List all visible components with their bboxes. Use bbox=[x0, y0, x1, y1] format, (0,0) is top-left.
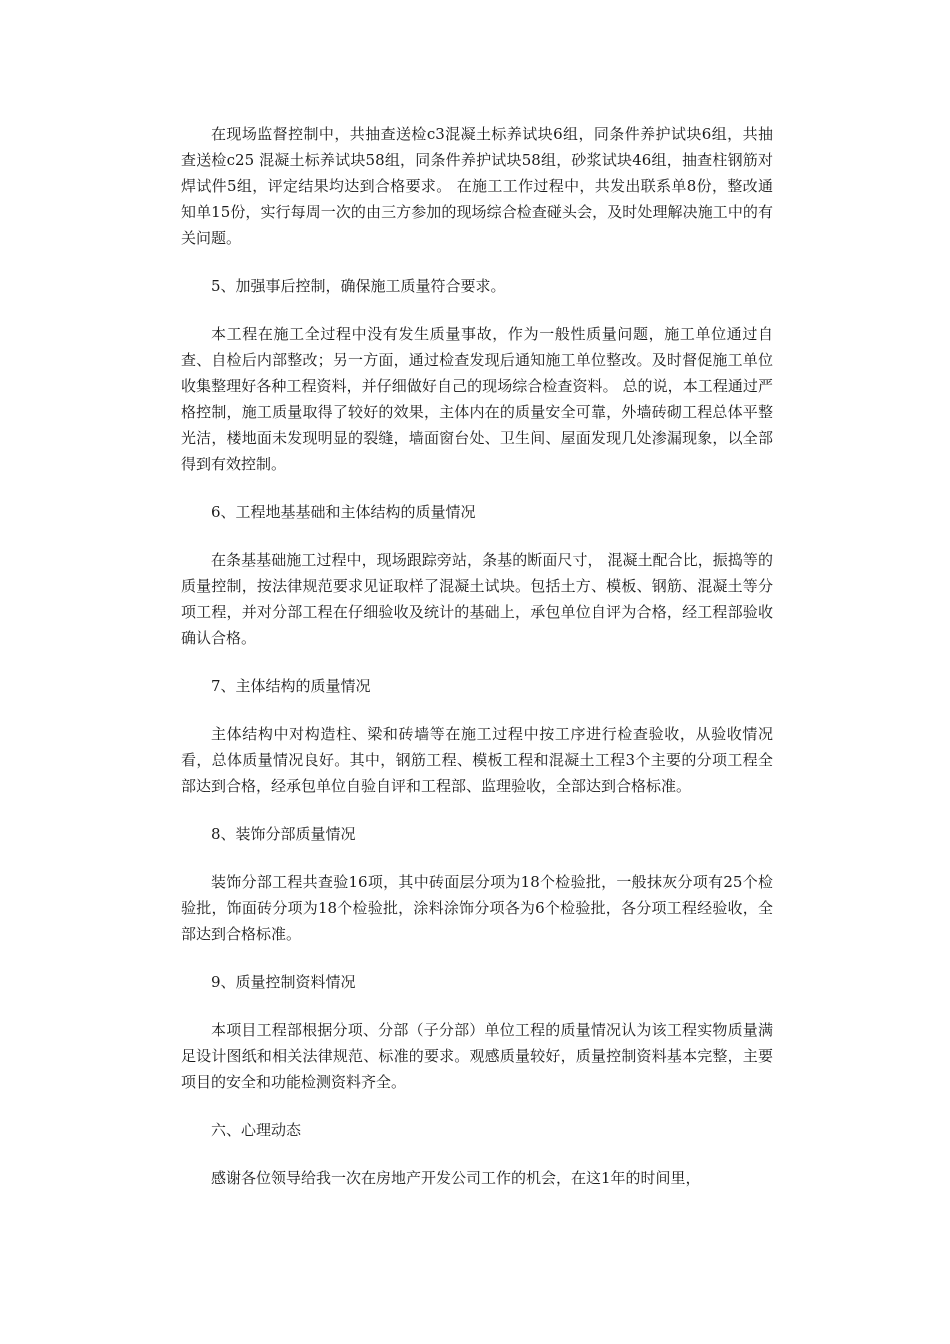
heading-quality-data: 9、质量控制资料情况 bbox=[211, 973, 356, 991]
paragraph-supervision-control: 在现场监督控制中，共抽查送检c3混凝土标养试块6组，同条件养护试块6组，共抽查送检c25 混凝土标养试块58组，同条件养护试块58组，砂浆试块46组，抽查柱钢筋对焊试件5组，评定结果均达到合格要求。 在施工工作过程中，共发出联系单8份，整改通知单15份，实行每周一次的由三方参加的现场综合检查碰头会，及时处理解决施工中的有关问题。 bbox=[181, 125, 773, 247]
heading-foundation-structure: 6、工程地基基础和主体结构的质量情况 bbox=[211, 503, 476, 521]
paragraph-quality-accidents: 本工程在施工全过程中没有发生质量事故，作为一般性质量问题，施工单位通过自查、自检后内部整改；另一方面，通过检查发现后通知施工单位整改。及时督促施工单位收集整理好各种工程资料，并仔细做好自己的现场综合检查资料。 总的说，本工程通过严格控制，施工质量取得了较好的效果，主体内在的质量安全可靠，外墙砖砌工程总体平整光洁，楼地面未发现明显的裂缝，墙面窗台处、卫生间、屋面发现几处渗漏现象，以全部得到有效控制。 bbox=[181, 325, 773, 473]
heading-post-control: 5、加强事后控制，确保施工质量符合要求。 bbox=[211, 277, 506, 295]
heading-mindset: 六、心理动态 bbox=[211, 1121, 302, 1139]
paragraph-thanks: 感谢各位领导给我一次在房地产开发公司工作的机会，在这1年的时间里， bbox=[211, 1169, 701, 1187]
paragraph-decoration: 装饰分部工程共查验16项，其中砖面层分项为18个检验批，一般抹灰分项有25个检验批，饰面砖分项为18个检验批，涂料涂饰分项各为6个检验批，各分项工程经验收，全部达到合格标准。 bbox=[181, 873, 773, 943]
heading-main-structure: 7、主体结构的质量情况 bbox=[211, 677, 371, 695]
document-page bbox=[181, 121, 773, 1191]
paragraph-main-structure: 主体结构中对构造柱、梁和砖墙等在施工过程中按工序进行检查验收，从验收情况看，总体质量情况良好。其中，钢筋工程、模板工程和混凝土工程3个主要的分项工程全部达到合格，经承包单位自验自评和工程部、监理验收，全部达到合格标准。 bbox=[181, 725, 773, 795]
paragraph-foundation-construction: 在条基基础施工过程中，现场跟踪旁站，条基的断面尺寸， 混凝土配合比，振捣等的质量控制，按法律规范要求见证取样了混凝土试块。包括土方、模板、钢筋、混凝土等分项工程，并对分部工程在仔细验收及统计的基础上，承包单位自评为合格，经工程部验收确认合格。 bbox=[181, 551, 773, 647]
heading-decoration: 8、装饰分部质量情况 bbox=[211, 825, 356, 843]
paragraph-quality-data: 本项目工程部根据分项、分部（子分部）单位工程的质量情况认为该工程实物质量满足设计图纸和相关法律规范、标准的要求。观感质量较好，质量控制资料基本完整，主要项目的安全和功能检测资料齐全。 bbox=[181, 1021, 773, 1091]
